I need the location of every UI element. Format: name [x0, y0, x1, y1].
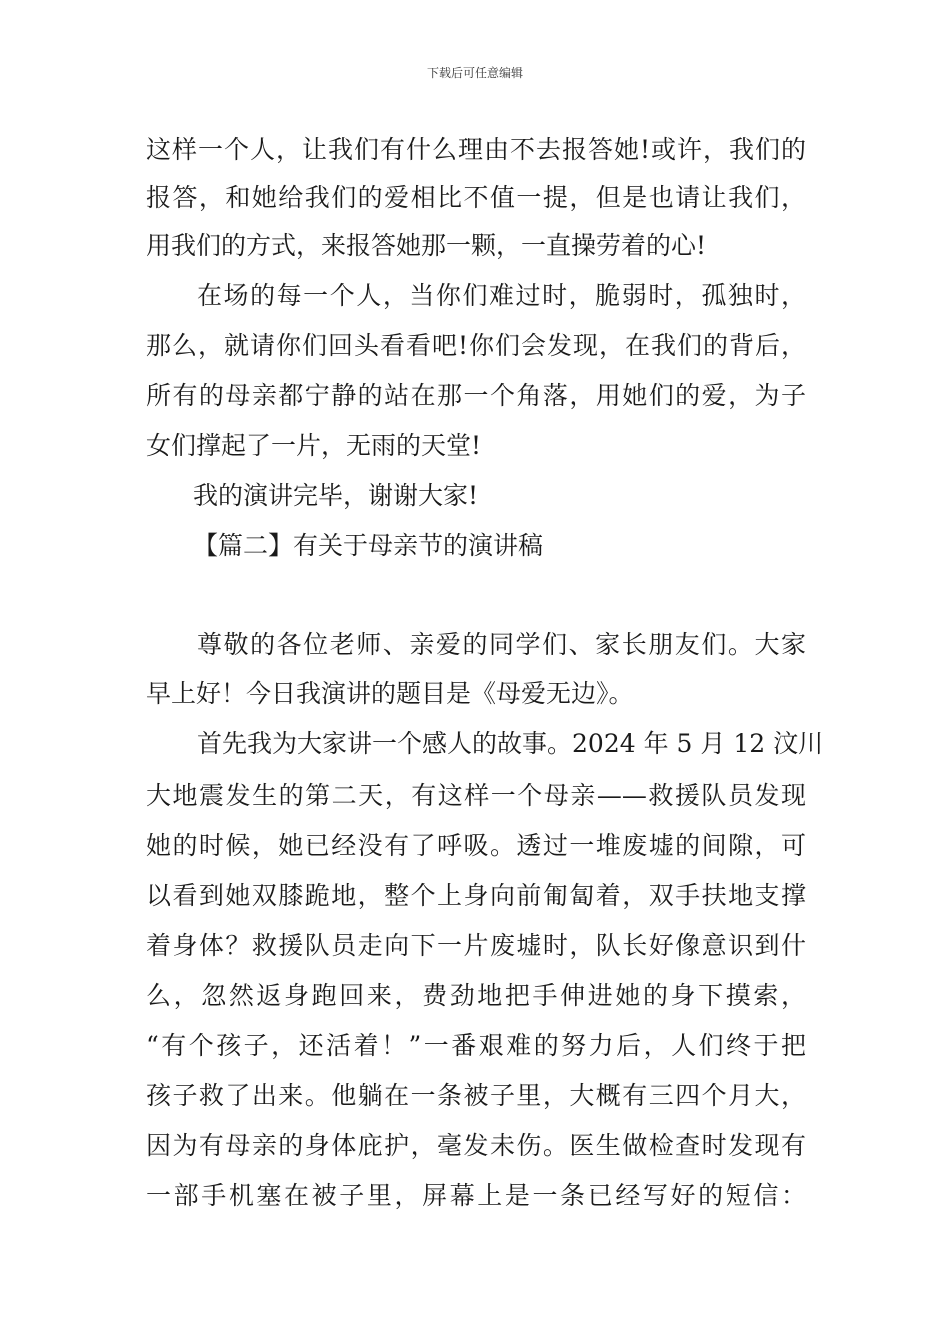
text-line: 着身体？救援队员走向下一片废墟时，队长好像意识到什: [146, 931, 806, 960]
text-line: 么，忽然返身跑回来，费劲地把手伸进她的身下摸索，: [146, 981, 806, 1010]
section-heading: 【篇二】有关于母亲节的演讲稿: [193, 531, 544, 560]
text-line: 一部手机塞在被子里，屏幕上是一条已经写好的短信：: [146, 1181, 806, 1210]
text-line: 因为有母亲的身体庇护，毫发未伤。医生做检查时发现有: [146, 1131, 806, 1160]
text-line: 这样一个人，让我们有什么理由不去报答她!或许，我们的: [146, 135, 806, 164]
text-line: 她的时候，她已经没有了呼吸。透过一堆废墟的间隙，可: [146, 831, 806, 860]
text-line: 以看到她双膝跪地，整个上身向前匍匐着，双手扶地支撑: [146, 881, 806, 910]
text-line: 那么，就请你们回头看看吧!你们会发现，在我们的背后，: [146, 331, 806, 360]
text-line: 所有的母亲都宁静的站在那一个角落，用她们的爱，为子: [146, 381, 806, 410]
text-line: 用我们的方式，来报答她那一颗，一直操劳着的心!: [146, 231, 707, 260]
page-header: 下载后可任意编辑: [426, 66, 523, 80]
paragraph-first-line: 在场的每一个人，当你们难过时，脆弱时，孤独时，: [197, 281, 806, 310]
text-line: 报答，和她给我们的爱相比不值一提，但是也请让我们，: [146, 183, 806, 212]
text-line: 大地震发生的第二天，有这样一个母亲——救援队员发现: [146, 781, 806, 810]
paragraph-first-line: 首先我为大家讲一个感人的故事。2024 年 5 月 12 汶川: [197, 729, 824, 758]
text-line: 孩子救了出来。他躺在一条被子里，大概有三四个月大，: [146, 1081, 806, 1110]
closing-line: 我的演讲完毕，谢谢大家!: [193, 481, 479, 510]
text-line: “有个孩子，还活着！”一番艰难的努力后，人们终于把: [146, 1031, 806, 1060]
text-line: 早上好！今日我演讲的题目是《母爱无边》。: [146, 679, 634, 708]
paragraph-first-line: 尊敬的各位老师、亲爱的同学们、家长朋友们。大家: [197, 630, 806, 659]
text-line: 女们撑起了一片，无雨的天堂!: [146, 431, 482, 460]
